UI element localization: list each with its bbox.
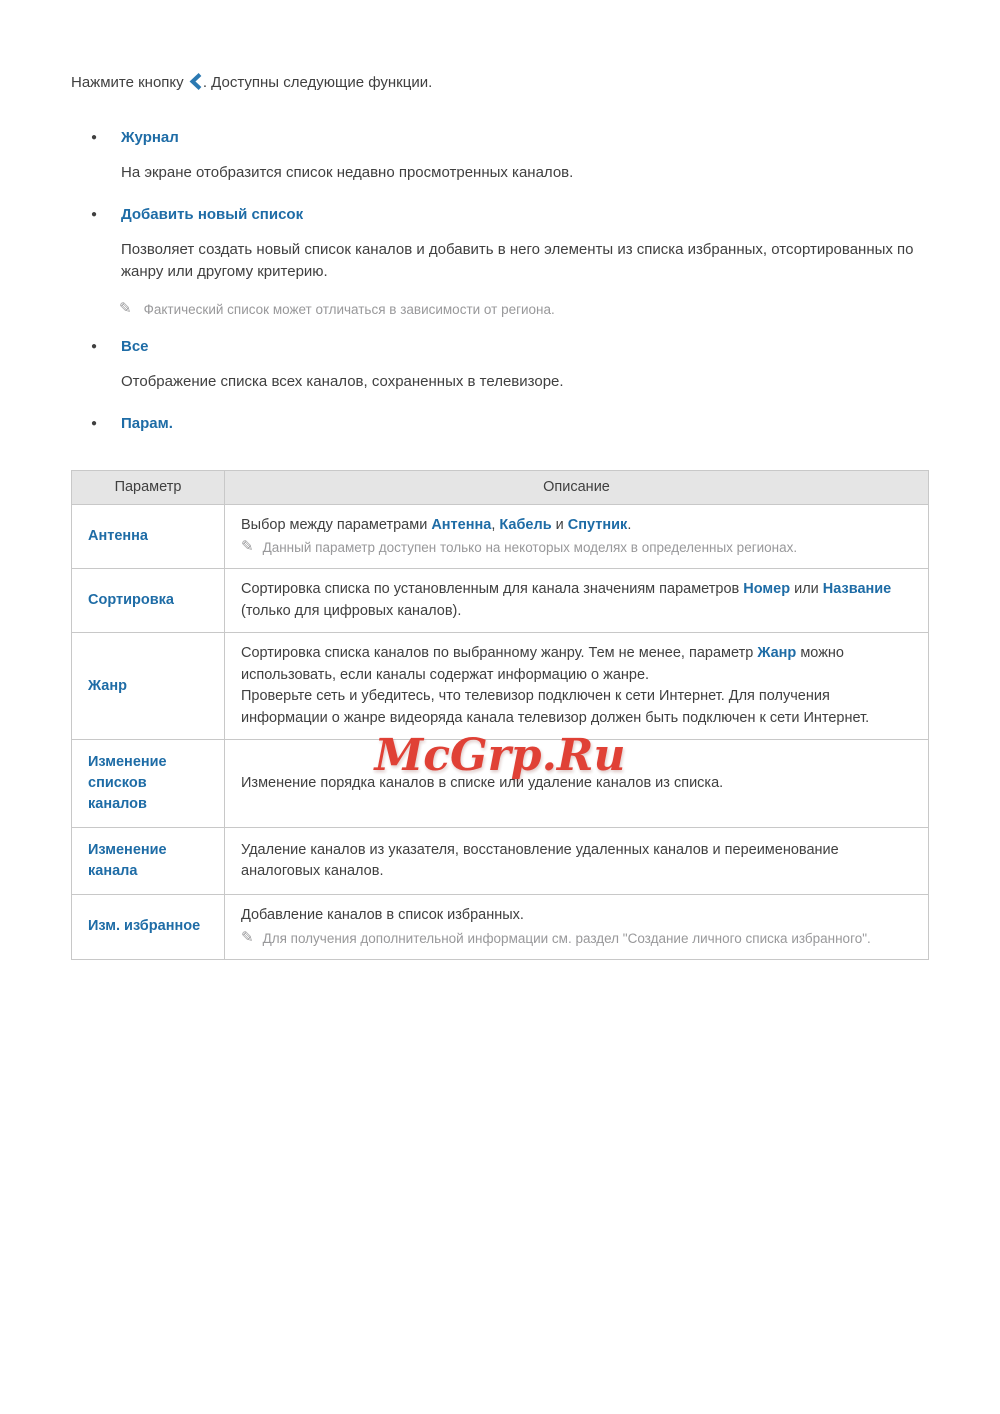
list-item-zhurnal (91, 112, 929, 185)
keyword: Жанр (757, 645, 797, 662)
list-item-add-new-list (91, 189, 929, 320)
intro-text-before: Нажмите кнопку (71, 74, 188, 91)
keyword: Кабель (499, 516, 552, 533)
bullet-icon: ● (91, 341, 98, 353)
cell-note (241, 929, 912, 949)
table-row-edit-channel (72, 828, 929, 895)
desc-cell (225, 569, 929, 633)
text-segment: Выбор между параметрами (241, 516, 432, 533)
desc-cell (225, 895, 929, 960)
pencil-note-icon: ✎ (241, 928, 254, 946)
text-segment: Проверьте сеть и убедитесь, что телевизор подключен к сети Интернет. Для получения информации о жанре видеоряда канала телевизор должен быть подключен к сети Интернет. (241, 688, 870, 726)
text-segment: Удаление каналов из указателя, восстановление удаленных каналов и переименование аналоговых каналов. (241, 841, 839, 880)
desc-cell (225, 739, 929, 827)
table-row-sorting (72, 569, 929, 633)
desc-text (241, 905, 912, 926)
list-item-params (91, 398, 929, 448)
desc-cell (225, 633, 929, 740)
cell-note (241, 538, 912, 558)
note-text: Фактический список может отличаться в зависимости от региона. (143, 301, 555, 317)
desc-text (241, 579, 912, 622)
bullet-title: Парам. (121, 414, 173, 432)
table-row-antenna (72, 504, 929, 569)
bullet-title: Журнал (121, 129, 179, 146)
text-segment: Добавление каналов в список избранных. (241, 907, 524, 924)
pencil-note-icon: ✎ (241, 538, 254, 556)
keyword: Спутник (567, 516, 628, 533)
keyword: Антенна (431, 516, 492, 533)
intro-paragraph (71, 72, 929, 96)
bullet-head (91, 321, 929, 371)
options-table-wrap (71, 470, 929, 960)
pencil-note-icon: ✎ (119, 299, 132, 317)
function-list (71, 112, 929, 448)
options-table (71, 470, 929, 960)
desc-text (241, 840, 912, 883)
intro-text-after: . Доступны следующие функции. (202, 74, 433, 91)
bullet-icon: ● (91, 208, 98, 220)
table-row-edit-favorites (72, 895, 929, 960)
text-segment: , (491, 516, 500, 533)
table-row-edit-channel-lists (72, 739, 929, 827)
bullet-icon: ● (91, 132, 98, 143)
bullet-icon: ● (91, 417, 98, 429)
text-segment: Изменение порядка каналов в списке или удаление каналов из списка. (241, 774, 724, 791)
table-row-genre (72, 633, 929, 740)
bullet-description: Отображение списка всех каналов, сохраненных в телевизоре. (121, 373, 564, 391)
param-cell: Антенна (72, 504, 225, 569)
param-cell: Изменение канала (72, 828, 225, 895)
desc-text (241, 686, 912, 729)
param-cell: Изм. избранное (72, 895, 225, 960)
list-item-all (91, 321, 929, 394)
bullet-head (91, 398, 929, 448)
note-text: Данный параметр доступен только на некоторых моделях в определенных регионах. (262, 540, 798, 556)
table-header-row (72, 470, 929, 504)
bullet-head (91, 112, 929, 162)
bullet-description: На экране отобразится список недавно просмотренных каналов. (121, 164, 574, 181)
bullet-title: Все (121, 338, 149, 356)
text-segment: можно использовать, если каналы содержат информацию о жанре. (241, 645, 844, 683)
desc-text (241, 773, 912, 794)
bullet-note (119, 300, 929, 320)
bullet-head (91, 189, 929, 239)
text-segment: . (627, 516, 632, 533)
desc-text (241, 643, 912, 686)
keyword: Название (822, 581, 892, 598)
param-cell: Жанр (72, 633, 225, 740)
keyword: Номер (743, 581, 791, 598)
note-text: Для получения дополнительной информации см. раздел "Создание личного списка избранного". (262, 930, 871, 946)
text-segment: Сортировка списка по установленным для канала значениям параметров (241, 581, 744, 598)
param-cell: Изменение списков каналов (72, 739, 225, 827)
text-segment: и (551, 516, 568, 533)
text-segment: (только для цифровых каналов). (241, 602, 462, 619)
param-cell: Сортировка (72, 569, 225, 633)
text-segment: или (790, 581, 823, 598)
column-header-param: Параметр (72, 470, 225, 504)
column-header-desc: Описание (225, 470, 929, 504)
bullet-description: Позволяет создать новый список каналов и добавить в него элементы из списка избранных, отсортированных по жанру или другому критерию. (121, 240, 914, 280)
chevron-left-icon (189, 73, 202, 96)
desc-cell (225, 828, 929, 895)
watermark: McGrp.Ru (374, 729, 626, 781)
desc-cell (225, 504, 929, 569)
bullet-title: Добавить новый список (121, 205, 304, 223)
text-segment: Сортировка списка каналов по выбранному жанру. Тем не менее, параметр (241, 645, 758, 662)
desc-text (241, 515, 912, 536)
